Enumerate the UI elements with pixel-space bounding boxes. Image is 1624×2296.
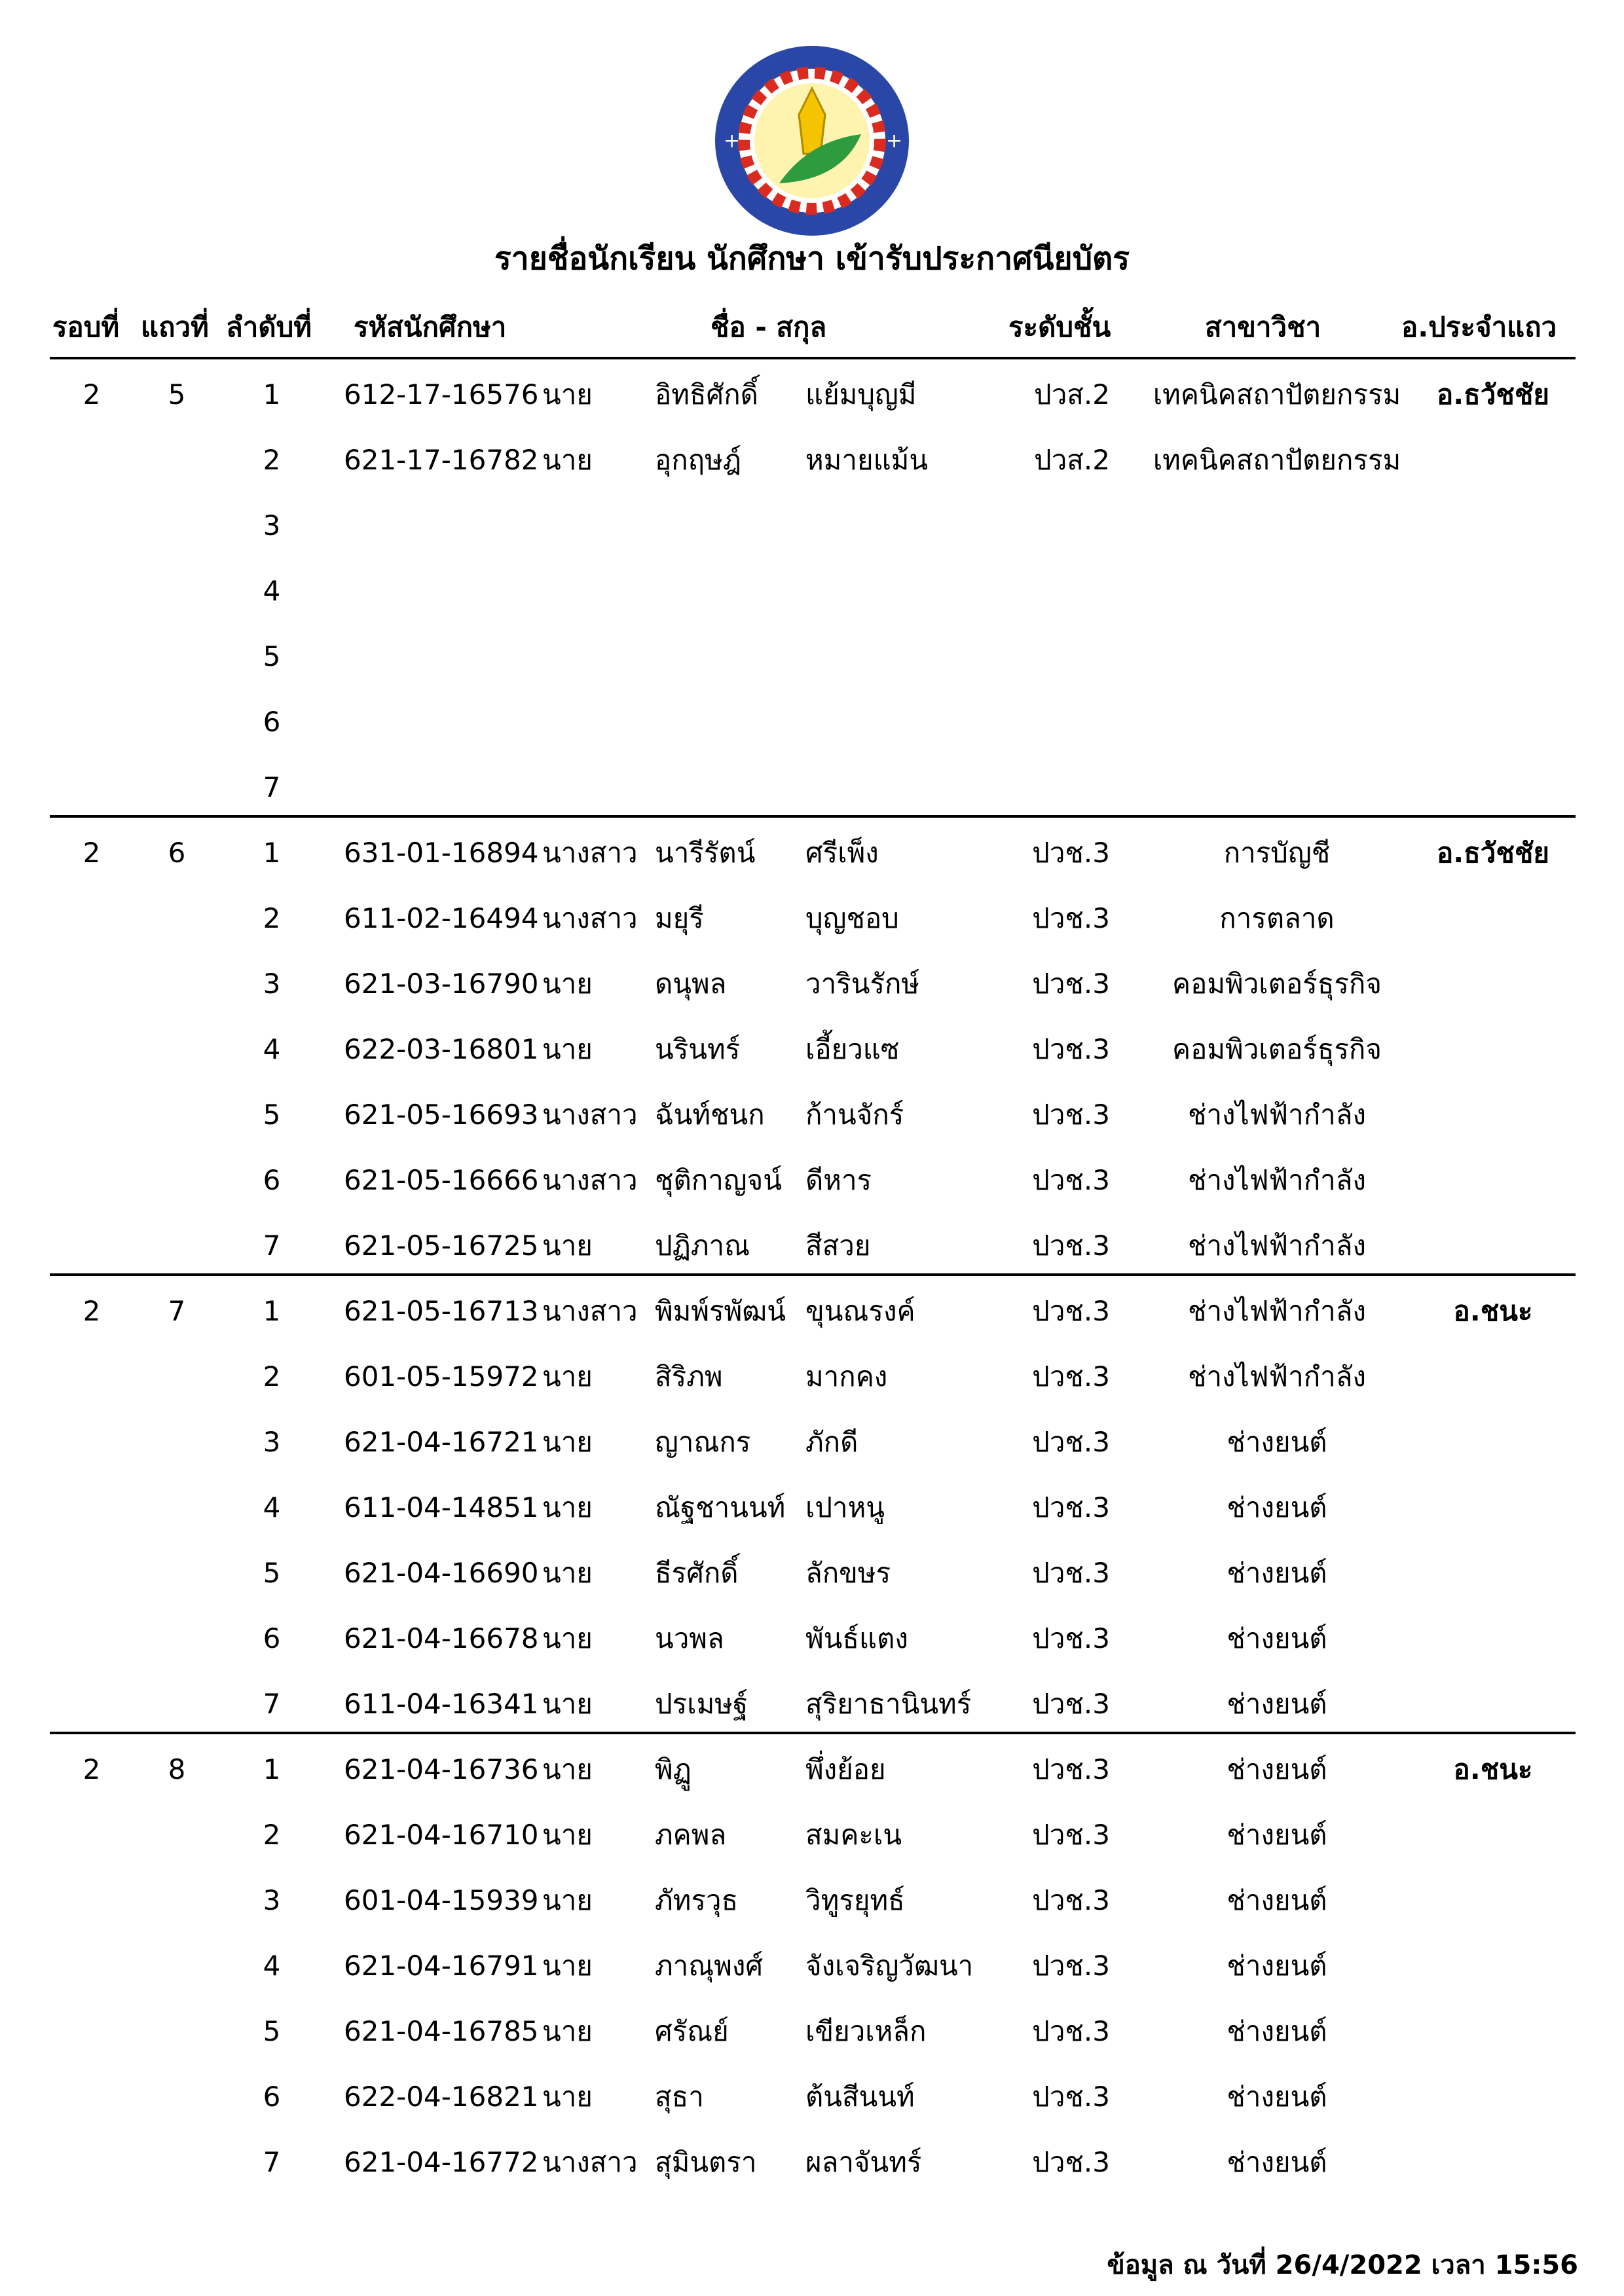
student-id-cell: 621-04-16772 (344, 2146, 539, 2178)
level-cell: ปวส.2 (1034, 378, 1110, 410)
last-name-cell: ขุนณรงค์ (805, 1295, 915, 1327)
first-name-cell: ภาณุพงศ์ (655, 1950, 764, 1982)
name-prefix-cell: นาย (542, 1622, 593, 1654)
order-cell: 4 (263, 1950, 281, 1982)
level-cell: ปวช.3 (1032, 2146, 1110, 2178)
table-row (0, 820, 1624, 886)
table-row (0, 1671, 1624, 1737)
major-cell: ช่างไฟฟ้ากำลัง (1187, 1099, 1367, 1131)
major-cell: ช่างยนต์ (1227, 1950, 1327, 1982)
table-row (0, 1279, 1624, 1344)
line-cell: 7 (168, 1295, 186, 1327)
table-row (0, 951, 1624, 1017)
order-cell: 3 (263, 968, 281, 1000)
table-row (0, 755, 1624, 820)
name-prefix-cell: นางสาว (542, 1099, 638, 1131)
row-group (0, 1279, 1624, 1737)
order-cell: 2 (263, 1360, 281, 1393)
student-id-cell: 621-04-16785 (344, 2015, 539, 2047)
order-cell: 4 (263, 1033, 281, 1065)
first-name-cell: ณัฐชานนท์ (655, 1491, 786, 1523)
major-cell: คอมพิวเตอร์ธุรกิจ (1172, 1033, 1382, 1065)
advisor-cell: อ.ธวัชชัย (1436, 378, 1550, 410)
order-cell: 2 (263, 444, 281, 476)
last-name-cell: ศรีเพ็ง (805, 837, 879, 869)
order-cell: 6 (263, 2081, 281, 2113)
order-cell: 5 (263, 1557, 281, 1589)
major-cell: ช่างยนต์ (1227, 2081, 1327, 2113)
name-prefix-cell: นางสาว (542, 1295, 638, 1327)
major-cell: เทคนิคสถาปัตยกรรม (1153, 444, 1401, 476)
name-prefix-cell: นาย (542, 1688, 593, 1720)
first-name-cell: ภัทรวุธ (655, 1884, 739, 1916)
last-name-cell: ต้นสีนนท์ (805, 2081, 915, 2113)
group-divider (50, 815, 1576, 818)
last-name-cell: พึ่งย้อย (805, 1753, 886, 1785)
round-cell: 2 (83, 1753, 101, 1785)
table-row (0, 1868, 1624, 1933)
last-name-cell: ดีหาร (805, 1164, 872, 1196)
order-cell: 7 (263, 2146, 281, 2178)
student-id-cell: 601-04-15939 (344, 1884, 539, 1916)
major-cell: ช่างไฟฟ้ากำลัง (1187, 1164, 1367, 1196)
line-cell: 5 (168, 378, 186, 410)
level-cell: ปวช.3 (1032, 1230, 1110, 1262)
major-cell: ช่างไฟฟ้ากำลัง (1187, 1230, 1367, 1262)
major-cell: ช่างไฟฟ้ากำลัง (1187, 1360, 1367, 1393)
first-name-cell: ดนุพล (655, 968, 727, 1000)
first-name-cell: นรินทร์ (655, 1033, 741, 1065)
order-cell: 5 (263, 2015, 281, 2047)
name-prefix-cell: นาย (542, 1426, 593, 1458)
name-prefix-cell: นาย (542, 1884, 593, 1916)
first-name-cell: มยุรี (655, 902, 704, 934)
name-prefix-cell: นางสาว (542, 837, 638, 869)
last-name-cell: ลักขษร (805, 1557, 891, 1589)
major-cell: ช่างยนต์ (1227, 1688, 1327, 1720)
name-prefix-cell: นาย (542, 378, 593, 410)
major-cell: ช่างยนต์ (1227, 1426, 1327, 1458)
col-major: สาขาวิชา (1205, 311, 1321, 343)
last-name-cell: พันธ์แตง (805, 1622, 908, 1654)
order-cell: 7 (263, 1688, 281, 1720)
first-name-cell: นารีรัตน์ (655, 837, 756, 869)
table-row (0, 1737, 1624, 1802)
name-prefix-cell: นาย (542, 1557, 593, 1589)
order-cell: 3 (263, 509, 281, 541)
last-name-cell: สมคะเน (805, 1819, 902, 1851)
name-prefix-cell: นาย (542, 1753, 593, 1785)
level-cell: ปวช.3 (1032, 1099, 1110, 1131)
level-cell: ปวช.3 (1032, 1426, 1110, 1458)
table-row (0, 1410, 1624, 1475)
major-cell: การบัญชี (1223, 837, 1331, 869)
table-row (0, 1148, 1624, 1213)
group-divider (50, 1273, 1576, 1276)
row-group (0, 820, 1624, 1279)
level-cell: ปวช.3 (1032, 837, 1110, 869)
major-cell: ช่างไฟฟ้ากำลัง (1187, 1295, 1367, 1327)
level-cell: ปวส.2 (1034, 444, 1110, 476)
col-advisor: อ.ประจำแถว (1401, 311, 1557, 343)
student-id-cell: 621-04-16710 (344, 1819, 539, 1851)
first-name-cell: อิทธิศักดิ์ (655, 378, 758, 410)
first-name-cell: ญาณกร (655, 1426, 751, 1458)
order-cell: 1 (263, 1753, 281, 1785)
last-name-cell: ก้านจักร์ (805, 1099, 904, 1131)
last-name-cell: สุริยาธานินทร์ (805, 1688, 972, 1720)
first-name-cell: พิฏู (655, 1753, 692, 1785)
student-id-cell: 601-05-15972 (344, 1360, 539, 1393)
first-name-cell: อุกฤษฎ์ (655, 444, 741, 476)
major-cell: ช่างยนต์ (1227, 1622, 1327, 1654)
first-name-cell: ศรัณย์ (655, 2015, 729, 2047)
level-cell: ปวช.3 (1032, 902, 1110, 934)
advisor-cell: อ.ธวัชชัย (1436, 837, 1550, 869)
table-row (0, 1606, 1624, 1671)
level-cell: ปวช.3 (1032, 1295, 1110, 1327)
first-name-cell: ชุติกาญจน์ (655, 1164, 782, 1196)
col-level: ระดับชั้น (1008, 311, 1111, 343)
level-cell: ปวช.3 (1032, 1819, 1110, 1851)
round-cell: 2 (83, 837, 101, 869)
first-name-cell: สุธา (655, 2081, 704, 2113)
last-name-cell: วารินรักษ์ (805, 968, 920, 1000)
last-name-cell: ผลาจันทร์ (805, 2146, 922, 2178)
student-id-cell: 621-05-16666 (344, 1164, 539, 1196)
round-cell: 2 (83, 1295, 101, 1327)
last-name-cell: มากคง (805, 1360, 888, 1393)
student-id-cell: 621-04-16678 (344, 1622, 539, 1654)
student-id-cell: 612-17-16576 (344, 378, 539, 410)
page-title: รายชื่อนักเรียน นักศึกษา เข้ารับประกาศนียบัตร (494, 240, 1130, 277)
level-cell: ปวช.3 (1032, 1753, 1110, 1785)
table-row (0, 558, 1624, 624)
first-name-cell: พิมพ์รพัฒน์ (655, 1295, 786, 1327)
table-row (0, 2130, 1624, 2195)
order-cell: 6 (263, 1164, 281, 1196)
name-prefix-cell: นางสาว (542, 902, 638, 934)
name-prefix-cell: นางสาว (542, 1164, 638, 1196)
first-name-cell: สิริภพ (655, 1360, 723, 1393)
name-prefix-cell: นาย (542, 1360, 593, 1393)
table-row (0, 1082, 1624, 1148)
major-cell: ช่างยนต์ (1227, 2015, 1327, 2047)
order-cell: 2 (263, 902, 281, 934)
first-name-cell: ฉันท์ชนก (655, 1099, 765, 1131)
level-cell: ปวช.3 (1032, 1033, 1110, 1065)
order-cell: 6 (263, 1622, 281, 1654)
table-row (0, 886, 1624, 951)
major-cell: ช่างยนต์ (1227, 1819, 1327, 1851)
table-row (0, 1999, 1624, 2064)
level-cell: ปวช.3 (1032, 1884, 1110, 1916)
order-cell: 7 (263, 771, 281, 803)
table-row (0, 1213, 1624, 1279)
last-name-cell: เขียวเหล็ก (805, 2015, 927, 2047)
major-cell: ช่างยนต์ (1227, 1491, 1327, 1523)
col-student-id: รหัสนักศึกษา (354, 311, 507, 343)
last-name-cell: สีสวย (805, 1230, 871, 1262)
student-id-cell: 621-04-16690 (344, 1557, 539, 1589)
order-cell: 3 (263, 1426, 281, 1458)
student-id-cell: 621-05-16713 (344, 1295, 539, 1327)
svg-text:+: + (886, 130, 903, 153)
table-row (0, 1802, 1624, 1868)
name-prefix-cell: นาย (542, 1033, 593, 1065)
line-cell: 8 (168, 1753, 186, 1785)
major-cell: คอมพิวเตอร์ธุรกิจ (1172, 968, 1382, 1000)
order-cell: 1 (263, 1295, 281, 1327)
student-id-cell: 611-04-16341 (344, 1688, 539, 1720)
name-prefix-cell: นาย (542, 968, 593, 1000)
round-cell: 2 (83, 378, 101, 410)
table-row (0, 428, 1624, 493)
name-prefix-cell: นาย (542, 444, 593, 476)
student-id-cell: 621-04-16736 (344, 1753, 539, 1785)
table-header (0, 304, 1624, 350)
student-id-cell: 622-04-16821 (344, 2081, 539, 2113)
col-order: ลำดับที่ (226, 311, 312, 343)
col-round: รอบที่ (52, 311, 120, 343)
table-row (0, 1475, 1624, 1540)
advisor-cell: อ.ชนะ (1453, 1753, 1533, 1785)
last-name-cell: ภักดี (805, 1426, 858, 1458)
major-cell: การตลาด (1219, 902, 1335, 934)
level-cell: ปวช.3 (1032, 1557, 1110, 1589)
name-prefix-cell: นางสาว (542, 2146, 638, 2178)
student-id-cell: 611-02-16494 (344, 902, 539, 934)
first-name-cell: ปรเมษฐ์ (655, 1688, 748, 1720)
student-id-cell: 631-01-16894 (344, 837, 539, 869)
line-cell: 6 (168, 837, 186, 869)
level-cell: ปวช.3 (1032, 2015, 1110, 2047)
data-timestamp: ข้อมูล ณ วันที่ 26/4/2022 เวลา 15:56 (1107, 2250, 1578, 2280)
last-name-cell: หมายแม้น (805, 444, 929, 476)
table-row (0, 1540, 1624, 1606)
student-id-cell: 621-05-16693 (344, 1099, 539, 1131)
table-row (0, 624, 1624, 689)
student-id-cell: 621-04-16721 (344, 1426, 539, 1458)
group-divider (50, 1732, 1576, 1734)
major-cell: ช่างยนต์ (1227, 2146, 1327, 2178)
last-name-cell: เอี้ยวแซ (805, 1033, 900, 1065)
first-name-cell: ปฏิภาณ (655, 1230, 750, 1262)
order-cell: 4 (263, 1491, 281, 1523)
order-cell: 1 (263, 837, 281, 869)
name-prefix-cell: นาย (542, 2081, 593, 2113)
last-name-cell: เปาหนู (805, 1491, 885, 1523)
header-divider (50, 357, 1576, 359)
first-name-cell: ธีรศักดิ์ (655, 1557, 739, 1589)
order-cell: 4 (263, 575, 281, 607)
major-cell: เทคนิคสถาปัตยกรรม (1153, 378, 1401, 410)
level-cell: ปวช.3 (1032, 968, 1110, 1000)
last-name-cell: วิทูรยุทธ์ (805, 1884, 905, 1916)
table-row (0, 1017, 1624, 1082)
student-id-cell: 621-03-16790 (344, 968, 539, 1000)
col-name: ชื่อ - สกุล (710, 311, 827, 343)
first-name-cell: นวพล (655, 1622, 724, 1654)
major-cell: ช่างยนต์ (1227, 1753, 1327, 1785)
student-id-cell: 621-05-16725 (344, 1230, 539, 1262)
name-prefix-cell: นาย (542, 1819, 593, 1851)
table-row (0, 689, 1624, 755)
table-row (0, 2064, 1624, 2130)
row-group (0, 362, 1624, 820)
last-name-cell: บุญชอบ (805, 902, 899, 934)
level-cell: ปวช.3 (1032, 2081, 1110, 2113)
table-row (0, 1344, 1624, 1410)
major-cell: ช่างยนต์ (1227, 1557, 1327, 1589)
order-cell: 2 (263, 1819, 281, 1851)
name-prefix-cell: นาย (542, 1950, 593, 1982)
name-prefix-cell: นาย (542, 2015, 593, 2047)
table-row (0, 362, 1624, 428)
advisor-cell: อ.ชนะ (1453, 1295, 1533, 1327)
level-cell: ปวช.3 (1032, 1491, 1110, 1523)
student-id-cell: 611-04-14851 (344, 1491, 539, 1523)
last-name-cell: แย้มบุญมี (805, 378, 917, 410)
first-name-cell: สุมินตรา (655, 2146, 757, 2178)
level-cell: ปวช.3 (1032, 1622, 1110, 1654)
name-prefix-cell: นาย (542, 1230, 593, 1262)
college-logo (710, 43, 913, 239)
level-cell: ปวช.3 (1032, 1688, 1110, 1720)
first-name-cell: ภคพล (655, 1819, 727, 1851)
student-id-cell: 621-04-16791 (344, 1950, 539, 1982)
student-id-cell: 621-17-16782 (344, 444, 539, 476)
table-row (0, 493, 1624, 558)
order-cell: 7 (263, 1230, 281, 1262)
level-cell: ปวช.3 (1032, 1360, 1110, 1393)
order-cell: 5 (263, 640, 281, 672)
level-cell: ปวช.3 (1032, 1164, 1110, 1196)
order-cell: 6 (263, 706, 281, 738)
major-cell: ช่างยนต์ (1227, 1884, 1327, 1916)
level-cell: ปวช.3 (1032, 1950, 1110, 1982)
student-id-cell: 622-03-16801 (344, 1033, 539, 1065)
order-cell: 3 (263, 1884, 281, 1916)
order-cell: 1 (263, 378, 281, 410)
name-prefix-cell: นาย (542, 1491, 593, 1523)
order-cell: 5 (263, 1099, 281, 1131)
table-row (0, 1933, 1624, 1999)
svg-text:+: + (724, 130, 741, 153)
col-line: แถวที่ (141, 311, 209, 343)
row-group (0, 1737, 1624, 2195)
last-name-cell: จังเจริญวัฒนา (805, 1950, 974, 1982)
